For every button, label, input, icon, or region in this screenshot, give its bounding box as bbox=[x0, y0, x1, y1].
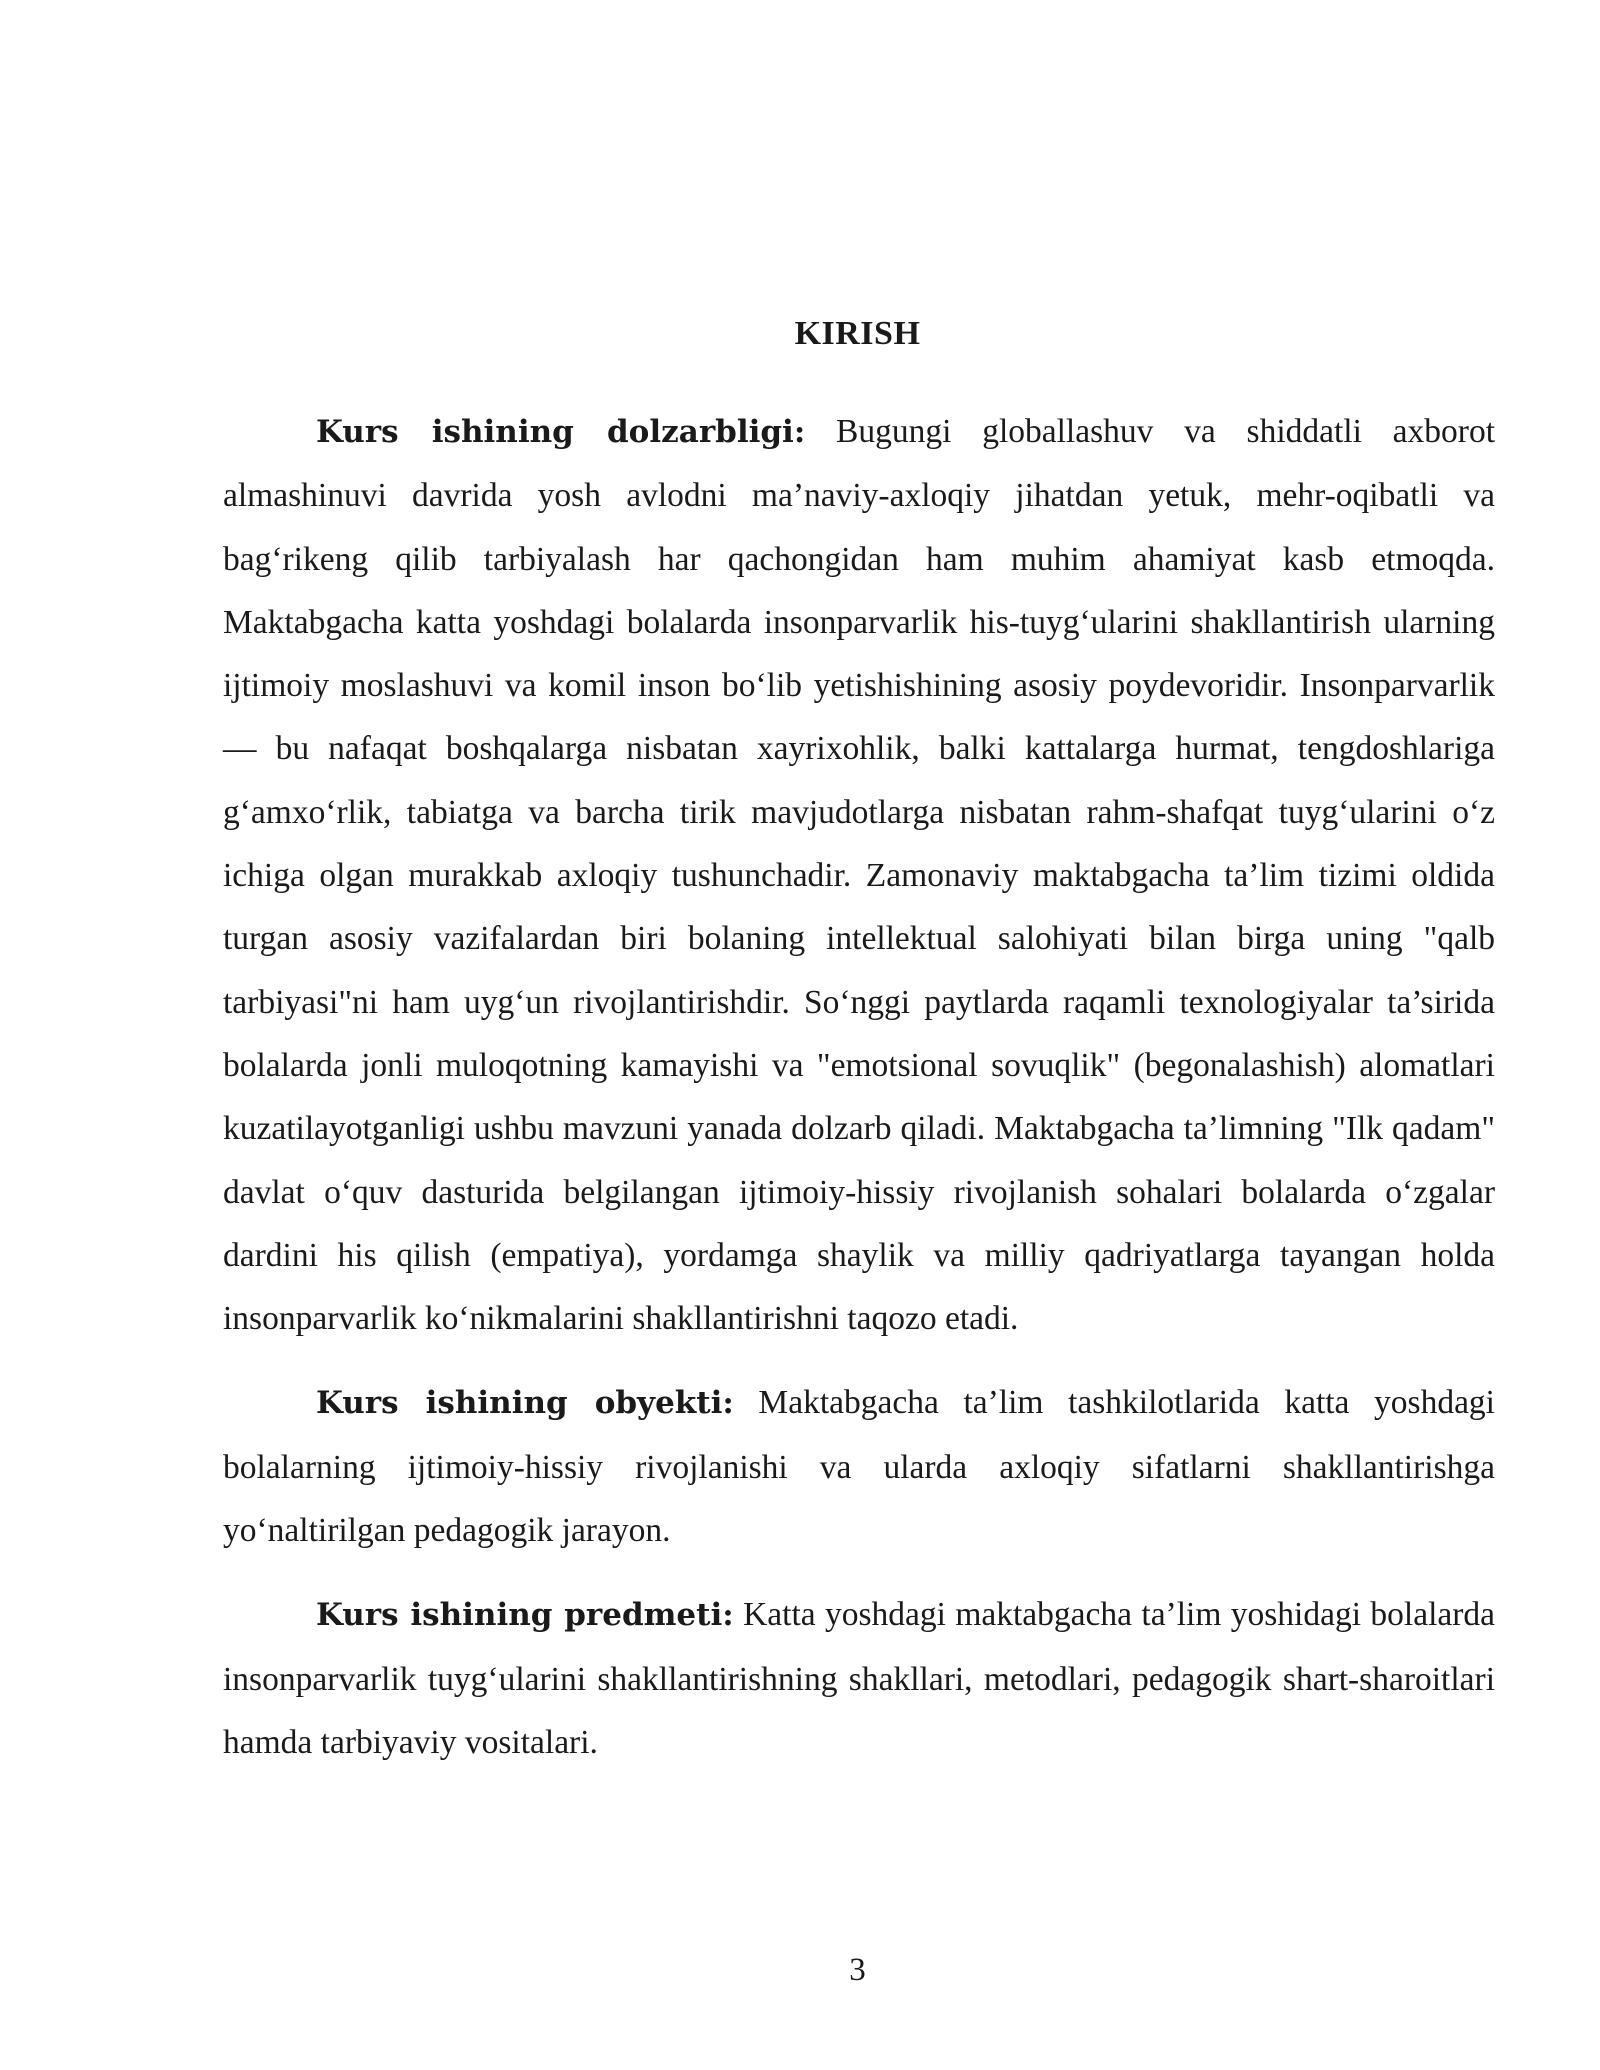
paragraph-label: Kurs ishining dolzarbligi: bbox=[316, 414, 806, 450]
paragraph-text: Maktabgacha ta’lim tashkilotlarida katta yoshdagi bolalarning ijtimoiy-hissiy rivojlanishi va ularda axloqiy sifatlarni shakllantirishga yo‘naltirilgan pedagogik jarayon. bbox=[223, 1384, 1495, 1550]
paragraph-label: Kurs ishining obyekti: bbox=[316, 1385, 734, 1422]
paragraph-label: Kurs ishining predmeti: bbox=[316, 1597, 734, 1634]
paragraph-text: Bugungi globallashuv va shiddatli axborot almashinuvi davrida yosh avlodni ma’naviy-axloqiy jihatdan yetuk, mehr-oqibatli va bag‘rikeng qilib tarbiyalash har qachongidan ham muhim ahamiyat kasb etmoqda. Maktabgacha katta yoshdagi bolalarda insonparvarlik his-tuyg‘ularini shakllantirish ularning ijtimoiy moslashuvi va komil inson bo‘lib yetishishining asosiy poydevoridir. Insonparvarlik — bu nafaqat boshqalarga nisbatan xayrixohlik, balki kattalarga hurmat, tengdoshlariga g‘amxo‘rlik, tabiatga va barcha tirik mavjudotlarga nisbatan rahm-shafqat tuyg‘ularini o‘z ichiga olgan murakkab axloqiy tushunchadir. Zamonaviy maktabgacha ta’lim tizimi oldida turgan asosiy vazifalardan biri bolaning intellektual salohiyati bilan birga uning "qalb tarbiyasi"ni ham uyg‘un rivojlantirishdir. So‘nggi paytlarda raqamli texnologiyalar ta’sirida bolalarda jonli muloqotning kamayishi va "emotsional sovuqlik" (begonalashish) alomatlari kuzatilayotganligi ushbu mavzuni yanada dolzarb qiladi. Maktabgacha ta’limning "Ilk qadam" davlat o‘quv dasturida belgilangan ijtimoiy-hissiy rivojlanish sohalari bolalarda o‘zgalar dardini his qilish (empatiya), yordamga shaylik va milliy qadriyatlarga tayangan holda insonparvarlik ko‘nikmalarini shakllantirishni taqozo etadi. bbox=[223, 413, 1495, 1338]
page-number: 3 bbox=[849, 1952, 866, 1988]
paragraph-subject bbox=[223, 1583, 1495, 1774]
paragraph-relevance bbox=[223, 400, 1495, 1350]
paragraph-object bbox=[223, 1371, 1495, 1562]
body-text bbox=[223, 400, 1495, 1774]
paragraph-text: Katta yoshdagi maktabgacha ta’lim yoshidagi bolalarda insonparvarlik tuyg‘ularini shakllantirishning shakllari, metodlari, pedagogik shart-sharoitlari hamda tarbiyaviy vositalari. bbox=[223, 1596, 1496, 1761]
section-heading: KIRISH bbox=[794, 315, 921, 352]
